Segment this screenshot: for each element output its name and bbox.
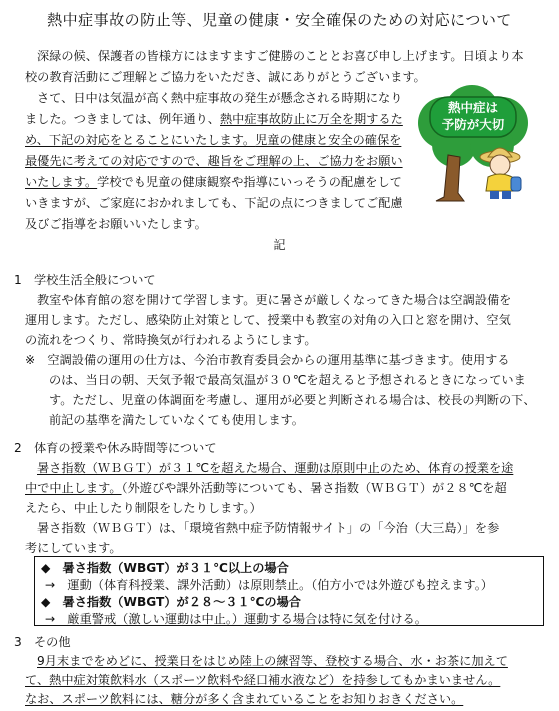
intro-line: さて、日中は気温が高く熱中症事故の発生が懸念される時期になり [37,91,403,105]
intro-line [25,109,403,130]
note-line: ※ 空調設備の運用の仕方は、今治市教育委員会からの運用基準に基づきます。使用する [25,353,510,367]
sign-line: 熱中症は [447,100,498,115]
note-line: 前記の基準を満たしていなくても使用します。 [49,413,304,427]
section-line: なお、スポーツ飲料には、糖分が多く含まれていることをお知りおきください。 [25,692,464,706]
sign-text [430,99,516,133]
wbgt-rule: ◆ 暑さ指数（WBGT）が２８～３１℃の場合 [41,595,301,609]
intro-underlined: 熱中症事故防止に万全を期するた [220,112,403,126]
section-heading: 1 学校生活全般について [14,273,156,287]
section-text: （外遊びや課外活動等についても、暑さ指数（ＷＢＧＴ）が２８℃を超 [121,481,507,495]
note-line: す。ただし、児童の体調面を考慮し、運用が必要と判断される場合は、校長の判断の下、 [49,393,536,407]
section-line: て、熱中症対策飲料水（スポーツ飲料や経口補水液など）を持参してもかまいません。 [25,673,501,687]
child-figure [480,148,521,199]
wbgt-rule: ◆ 暑さ指数（WBGT）が３１℃以上の場合 [41,561,289,575]
intro-text: 学校でも児童の健康観察や指導にいっそうの配慮をして [97,175,402,189]
section-heading: 3 その他 [14,635,71,649]
intro-underlined: め、下記の対応をとることにいたします。 [25,133,256,147]
page-title: 熱中症事故の防止等、児童の健康・安全確保のための対応について [47,11,512,29]
section-line: 教室や体育館の窓を開けて学習します。更に暑さが厳しくなってきた場合は空調設備を [37,293,512,307]
section-line: えたら、中止したり制限をしたりします。） [25,501,262,515]
wbgt-rules-box [34,556,544,626]
intro-underlined: 児童の健康と安全の確保を [255,133,402,147]
wbgt-rule: → 厳重警戒（激しい運動は中止。）運動する場合は特に気を付ける。 [45,612,427,626]
intro-line [25,172,402,193]
section-line: 9月末までをめどに、授業日をはじめ陸上の練習等、登校する場合、水・お茶に加えて [37,654,508,668]
note-line: のは、当日の朝、天気予報で最高気温が３０℃を超えると予想されるときになっていま [49,373,526,387]
intro-line: 最優先に考えての対応ですので、趣旨をご理解の上、ご協力をお願い [25,154,403,168]
section-line: 運用します。ただし、感染防止対策として、授業中も教室の対角の入口と窓を開け、空気 [25,313,511,327]
section-line: の流れをつくり、常時換気が行われるようにします。 [25,333,317,347]
section-heading: 2 体育の授業や休み時間等について [14,441,217,455]
intro-line: 校の教育活動にご理解とご協力をいただき、誠にありがとうございます。 [25,70,426,84]
intro-text: ました。つきましては、例年通り、 [25,112,220,126]
ki-mark: 記 [273,238,286,252]
section-line: 暑さ指数（ＷＢＧＴ）は、「環境省熱中症予防情報サイト」の「今治（大三島）」を参 [37,521,500,535]
wbgt-rule: → 運動（体育科授業、課外活動）は原則禁止。（伯方小では外遊びも控えます。） [45,578,493,592]
heatstroke-illustration [414,85,532,203]
section-underlined: 中で中止します。 [25,481,122,495]
intro-line: いきますが、ご家庭におかれましても、下記の点につきましてご配慮 [25,196,403,210]
intro-underlined: いたします。 [25,175,98,189]
section-line: 暑さ指数（ＷＢＧＴ）が３１℃を超えた場合、運動は原則中止のため、体育の授業を途 [37,461,514,475]
intro-line: 及びご指導をお願いいたします。 [25,217,207,231]
intro-line [25,130,401,151]
section-line: 考にしています。 [25,541,122,555]
section-line [25,478,507,499]
intro-line: 深緑の候、保護者の皆様方にはますますご健勝のこととお喜び申し上げます。日頃より本 [37,49,524,63]
sign-line: 予防が大切 [441,117,505,132]
